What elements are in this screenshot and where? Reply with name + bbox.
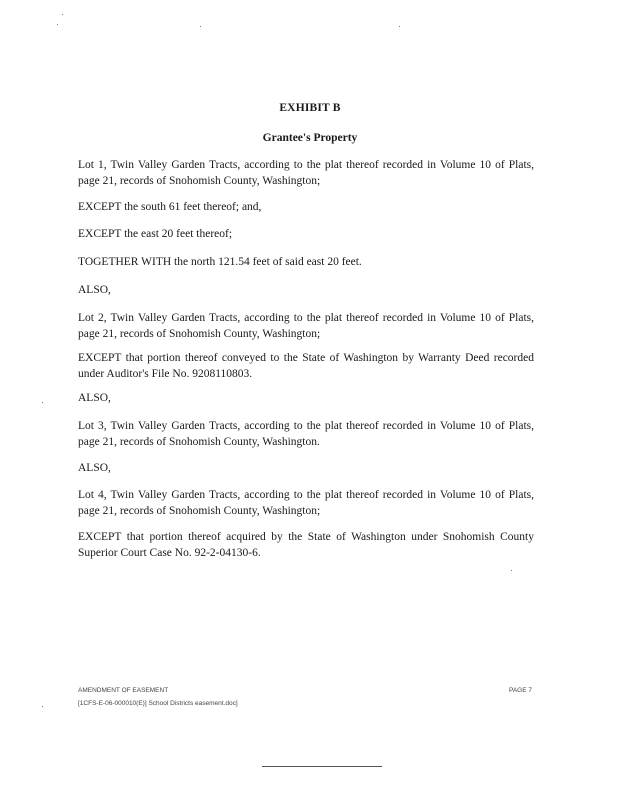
scan-speck bbox=[62, 14, 63, 15]
scan-speck bbox=[42, 706, 43, 707]
legal-paragraph: Lot 2, Twin Valley Garden Tracts, according to the plat thereof recorded in Volume 10 of Plats, page 21, records of Snohomish County, Washington; bbox=[78, 312, 534, 340]
legal-paragraph: ALSO, bbox=[78, 284, 111, 296]
legal-paragraph: TOGETHER WITH the north 121.54 feet of said east 20 feet. bbox=[78, 256, 362, 268]
scan-speck bbox=[57, 24, 58, 25]
scan-speck bbox=[42, 402, 43, 403]
bottom-divider bbox=[262, 766, 382, 767]
footer-document-title: AMENDMENT OF EASEMENT bbox=[78, 687, 169, 694]
legal-paragraph: EXCEPT the south 61 feet thereof; and, bbox=[78, 201, 262, 213]
legal-paragraph: EXCEPT that portion thereof conveyed to the State of Washington by Warranty Deed recorded under Auditor's File No. 9208110803. bbox=[78, 352, 534, 380]
scan-speck bbox=[200, 26, 201, 27]
footer-file-reference: [1CFS-E-06-000010(E)] School Districts easement.doc] bbox=[78, 700, 238, 707]
legal-paragraph: Lot 4, Twin Valley Garden Tracts, according to the plat thereof recorded in Volume 10 of Plats, page 21, records of Snohomish County, Washington; bbox=[78, 489, 534, 517]
legal-paragraph: EXCEPT the east 20 feet thereof; bbox=[78, 228, 233, 240]
legal-paragraph: Lot 3, Twin Valley Garden Tracts, according to the plat thereof recorded in Volume 10 of Plats, page 21, records of Snohomish County, Washington. bbox=[78, 420, 534, 448]
scan-speck bbox=[399, 26, 400, 27]
footer-page-number: PAGE 7 bbox=[508, 687, 532, 694]
exhibit-subtitle: Grantee's Property bbox=[262, 132, 358, 144]
exhibit-title: EXHIBIT B bbox=[279, 102, 341, 114]
legal-paragraph: ALSO, bbox=[78, 462, 111, 474]
scan-speck bbox=[511, 570, 512, 571]
legal-paragraph: Lot 1, Twin Valley Garden Tracts, according to the plat thereof recorded in Volume 10 of Plats, page 21, records of Snohomish County, Washington; bbox=[78, 159, 534, 187]
legal-paragraph: EXCEPT that portion thereof acquired by the State of Washington under Snohomish County Superior Court Case No. 92-2-04130-6. bbox=[78, 531, 534, 559]
legal-paragraph: ALSO, bbox=[78, 392, 111, 404]
